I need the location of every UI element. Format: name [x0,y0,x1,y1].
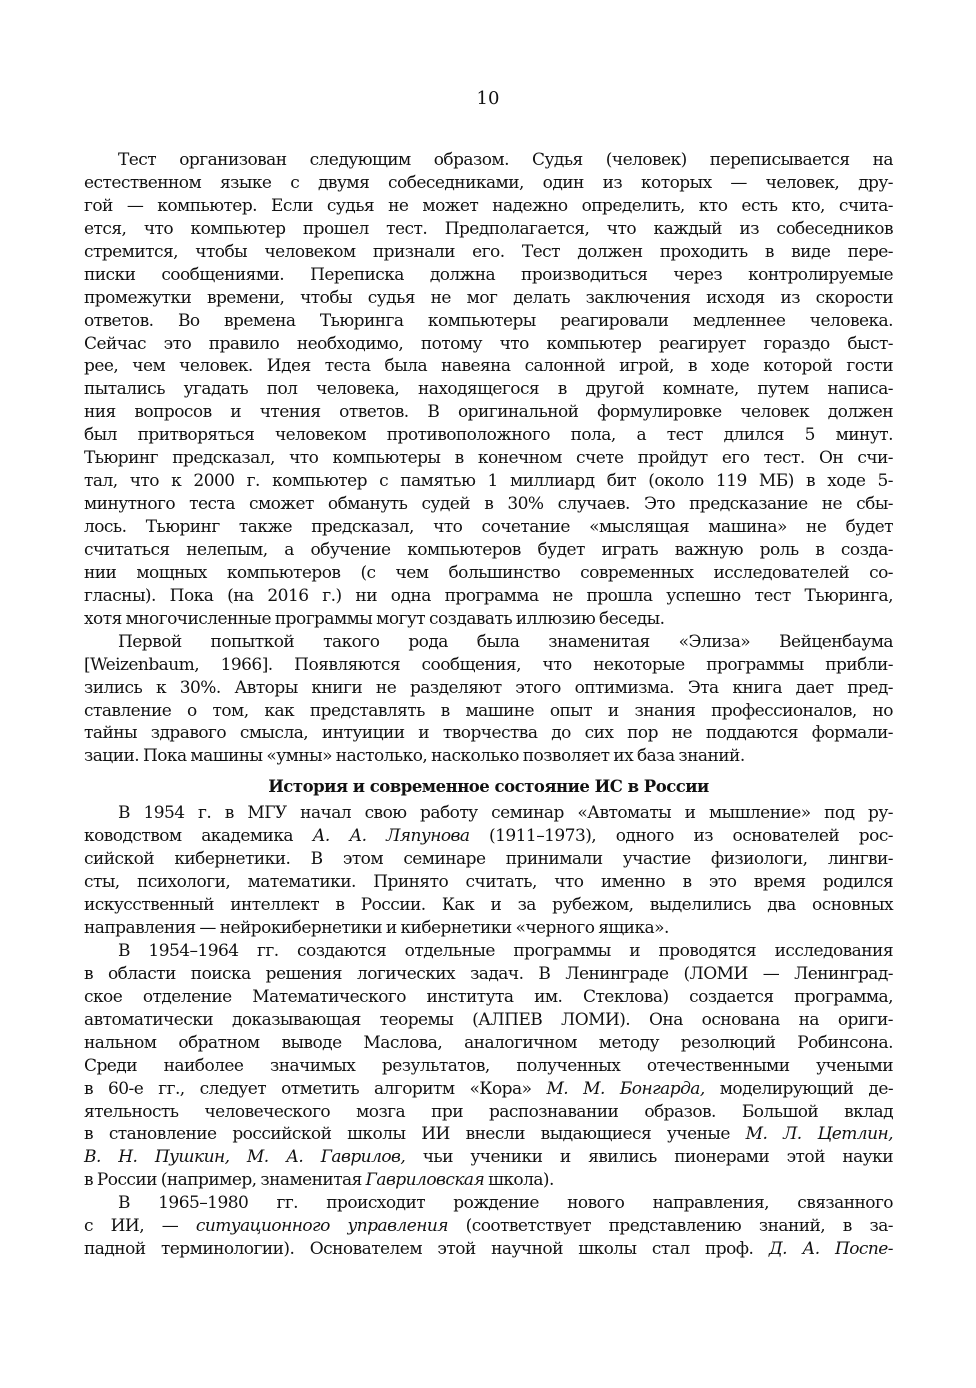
text-line: пытались угадать пол человека, находящегося в другой комнате, путем написа- [84,379,893,400]
paragraph-3 [84,802,893,940]
text-line: тал, что к 2000 г. компьютер с памятью 1 миллиард бит (около 119 МБ) в ходе 5- [84,471,893,492]
person-name: В. Н. Пушкин, М. А. Гаврилов, [84,1147,406,1168]
paragraph-1 [84,149,893,631]
text-line: ставление о том, как представлять в машине опыт и знания профессионалов, но [84,700,893,721]
text-line: сты, психологи, математики. Принято считать, что именно в это время родился [84,872,893,893]
text-line: нальном обратном выводе Маслова, аналогичном методу резолюций Робинсона. [84,1032,893,1053]
text-line: Тест организован следующим образом. Судья (человек) переписывается на [118,150,893,170]
body-text [84,149,893,1261]
text-line: В 1954 г. в МГУ начал свою работу семинар «Автоматы и мышление» под ру- [118,803,893,824]
text-line: направления — нейрокибернетики и кибернетики «черного ящика». [84,918,669,938]
text-line: Сейчас это правило необходимо, потому что компьютер реагирует гораздо быст- [84,333,893,354]
text-line: хотя многочисленные программы могут создавать иллюзию беседы. [84,608,665,629]
text-line: ответов. Во времена Тьюринга компьютеры реагировали медленнее человека. [84,310,893,331]
text-line: ния вопросов и чтения ответов. В оригинальной формулировке человек должен [84,402,893,423]
person-name: М. М. Бонгарда, [546,1078,705,1099]
text-line: писки сообщениями. Переписка должна производиться через контролируемые [84,264,893,285]
person-name: Д. А. Поспе- [768,1239,893,1260]
text-line: естественном языке с двумя собеседниками, один из которых — человек, дру- [84,172,893,193]
text-line: ководством академика А. А. Ляпунова (1911–1973), одного из основателей рос- [84,826,893,847]
text-line: гласны). Пока (на 2016 г.) ни одна программа не прошла успешно тест Тьюринга, [84,585,893,606]
text-line: лось. Тьюринг также предсказал, что сочетание «мыслящая машина» не будет [84,517,893,537]
text-line: в 60-е гг., следует отметить алгоритм «Кора» М. М. Бонгарда, моделирующий де- [84,1078,894,1099]
text-line: тайны здравого смысла, интуиции и творчества до сих пор не поддаются формали- [84,723,893,744]
text-line: в области поиска решения логических задач. В Ленинграде (ЛОМИ — Ленинград- [84,963,893,984]
text-line: В 1965–1980 гг. происходит рождение нового направления, связанного [118,1193,893,1214]
text-line: ется, что компьютер прошел тест. Предполагается, что каждый из собеседников [84,218,893,239]
text-line: автоматически доказывающая теоремы (АЛПЕВ ЛОМИ). Она основана на ориги- [84,1009,893,1030]
text-line: В. Н. Пушкин, М. А. Гаврилов, чьи ученики и явились пионерами этой науки [84,1147,893,1168]
text-line: с ИИ, — ситуационного управления (соответствует представлению знаний, в за- [84,1216,893,1237]
text-line: гой — компьютер. Если судья не может надежно определить, кто есть кто, счита- [84,195,893,216]
text-line: минутного теста сможет обмануть судей в 30% случаев. Это предсказание не сбы- [84,494,893,515]
text-line: зации. Пока машины «умны» настолько, насколько позволяет их база знаний. [84,746,745,767]
text-line: в России (например, знаменитая Гавриловская школа). [84,1170,554,1191]
text-line: [Weizenbaum, 1966]. Появляются сообщения, что некоторые программы прибли- [84,654,893,675]
text-line: зились к 30%. Авторы книги не разделяют этого оптимизма. Эта книга дает пред- [84,677,893,698]
text-line: промежутки времени, чтобы судья не мог делать заключения исходя из скорости [84,287,893,308]
person-name: М. Л. Цетлин, [745,1124,893,1145]
term: ситуационного управления [195,1216,448,1237]
text-line: в становление российской школы ИИ внесли выдающиеся ученые М. Л. Цетлин, [84,1124,893,1145]
text-line: ское отделение Математического института им. Стеклова) создается программа, [84,986,893,1007]
paragraph-5 [84,1192,893,1261]
section-heading: История и современное состояние ИС в России [268,777,709,797]
text-line: Первой попыткой такого рода была знаменитая «Элиза» Вейценбаума [118,631,893,652]
text-line: стремится, чтобы человеком признали его. Тест должен проходить в виде пере- [84,241,893,262]
paragraph-2 [84,631,893,769]
text-line: рее, чем человек. Идея теста была навеяна салонной игрой, в ходе которой гости [84,356,893,377]
text-line: В 1954–1964 гг. создаются отдельные программы и проводятся исследования [118,940,893,961]
text-line: падной терминологии). Основателем этой научной школы стал проф. Д. А. Поспе- [84,1239,893,1260]
page-number: 10 [476,88,500,109]
text-line: сийской кибернетики. В этом семинаре принимали участие физиологи, лингви- [84,849,893,870]
text-line: ятельность человеческого мозга при распознавании образов. Большой вклад [84,1101,893,1122]
text-line: нии мощных компьютеров (с чем большинство современных исследователей со- [84,562,893,583]
text-line: был притворяться человеком противоположного пола, а тест длился 5 минут. [84,425,893,446]
paragraph-4 [84,940,893,1192]
person-name: А. А. Ляпунова [312,826,470,847]
text-line: Среди наиболее значимых результатов, полученных отечественными учеными [84,1055,893,1076]
school-name: Гавриловская [365,1170,485,1191]
text-line: искусственный интеллект в России. Как и за рубежом, выделились два основных [84,895,893,916]
text-line: считаться нелепым, а обучение компьютеров будет играть важную роль в созда- [84,539,893,560]
text-line: Тьюринг предсказал, что компьютеры в конечном счете пройдут его тест. Он счи- [84,448,893,469]
